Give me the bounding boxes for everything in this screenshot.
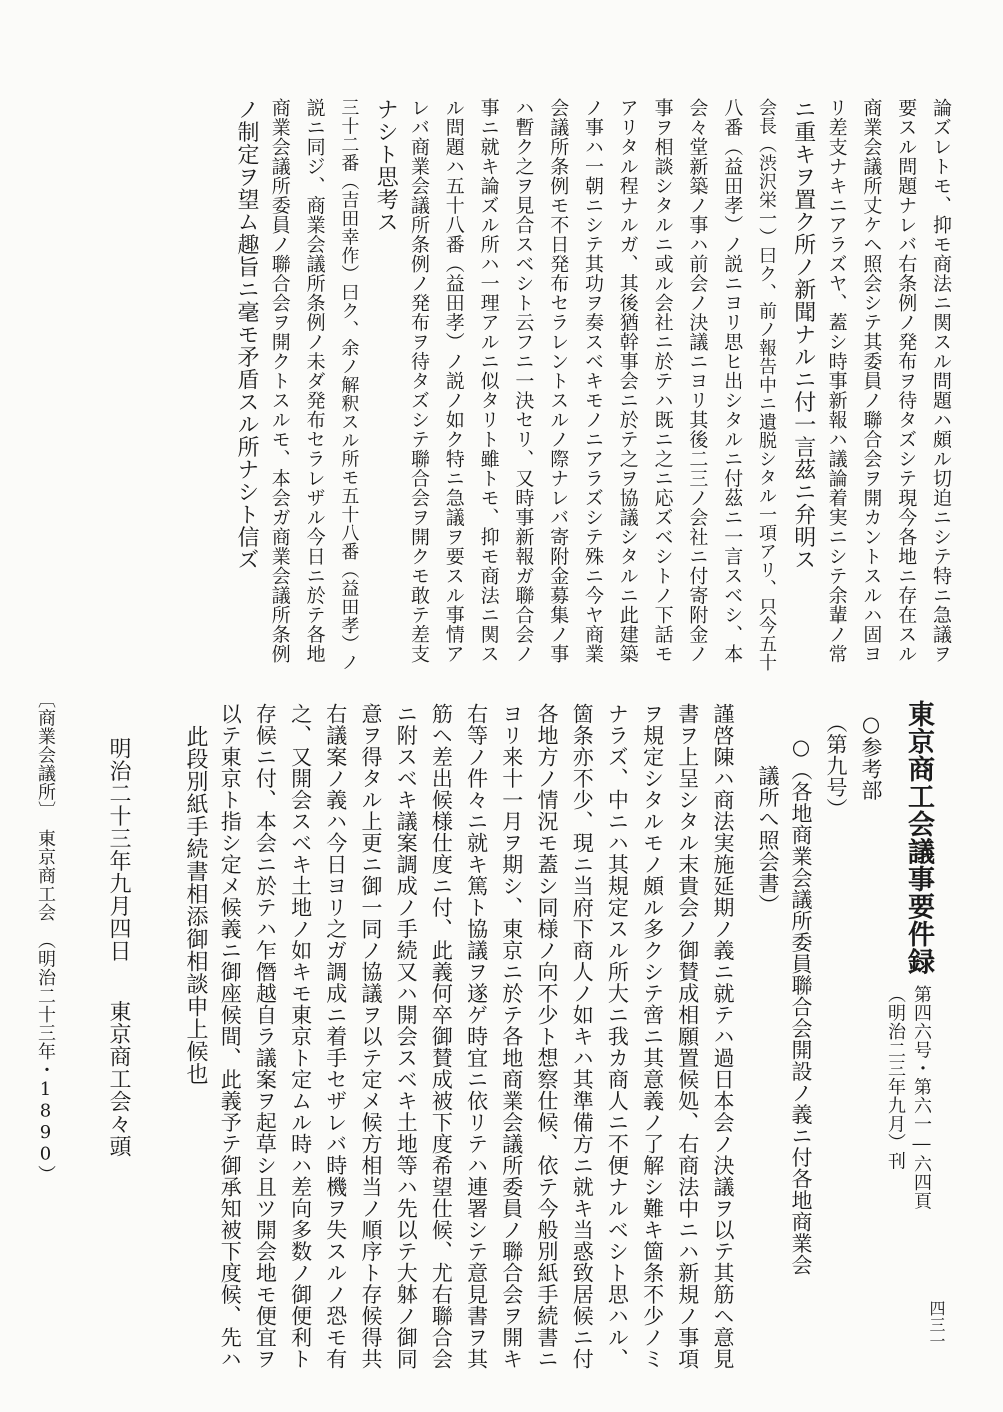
lower-text-column: 存候ニ付、本会ニ於テハ乍僭越自ラ議案ヲ起草シ且ツ開会地モ便宜ヲ xyxy=(253,703,278,1370)
lower-text-column: 之、又開会スベキ土地ノ如キモ東京ト定ムル時ハ差向多数ノ御便利ト xyxy=(288,703,313,1370)
lower-text-column: 右議案ノ義ハ今日ヨリ之ガ調成ニ着手セザレバ時機ヲ失スルノ恐モ有 xyxy=(323,703,348,1370)
upper-text-column: 商業会議所丈ケヘ照会シテ其委員ノ聯合会ヲ開カントスルハ固ヨ xyxy=(860,98,883,664)
upper-text-column: ニ重キヲ置ク所ノ新聞ナルニ付一言茲ニ弁明ス xyxy=(790,98,816,571)
upper-text-column: 八番（益田孝）ノ説ニヨリ思ヒ出シタルニ付茲ニ一言スベシ、本 xyxy=(721,98,744,664)
upper-text-column: 会々堂新築ノ事ハ前会ノ決議ニヨリ其後二三ノ会社ニ付寄附金ノ xyxy=(686,98,709,664)
lower-text-column: ナラズ、中ニハ其規定スル所大ニ我カ商人ニ不便ナルベシト思ハル、 xyxy=(605,703,630,1370)
lower-text-column: 筋ヘ差出候様仕度ニ付、此義何卒御賛成被下度希望仕候、尤右聯合会 xyxy=(429,703,454,1370)
lower-text-column: 書ヲ上呈シタル末貴会ノ御賛成相願置候処、右商法中ニハ新規ノ事項 xyxy=(675,703,700,1370)
issue-info-2: （明治二三年九月）刊 xyxy=(885,985,906,1170)
notice-title: ○（各地商業会議所委員聯合会開設ノ義ニ付各地商業会 xyxy=(789,735,813,1276)
running-head: 〔商業会議所〕 東京商工会 （明治二十三年・1890） xyxy=(35,690,56,1184)
upper-text-column: 論ズレトモ、抑モ商法ニ関スル問題ハ頗ル切迫ニシテ特ニ急議ヲ xyxy=(930,98,952,664)
number-label: （第九号） xyxy=(824,712,848,820)
upper-text-column: 三十二番（吉田幸作）曰ク、余ノ解釈スル所モ五十八番（益田孝）ノ xyxy=(338,98,360,672)
upper-text-column: 会長（渋沢栄一）曰ク、前ノ報告中ニ遺脱シタル一項アリ、只今五十 xyxy=(756,98,777,672)
lower-text-column: 右等ノ件々ニ就キ篤ト協議ヲ遂ゲ時宜ニ依リテハ連署シテ意見書ヲ其 xyxy=(464,703,489,1370)
notice-title-continued: 議所へ照会書） xyxy=(756,765,780,916)
lower-text-column: ヨリ来十一月ヲ期シ、東京ニ於テ各地商業会議所委員ノ聯合会ヲ開キ xyxy=(499,703,524,1370)
upper-text-column: 説ニ同ジ、商業会議所条例ノ未ダ発布セラレザル今日ニ於テ各地 xyxy=(303,98,326,664)
document-date: 明治二十三年九月四日 xyxy=(106,737,131,962)
lower-text-column: ヲ規定シタルモノ頗ル多クシテ啻ニ其意義ノ了解シ難キ箇条不少ノミ xyxy=(640,703,665,1370)
upper-text-column: 要スル問題ナレバ右条例ノ発布ヲ待タズシテ現今各地ニ存在スル xyxy=(895,98,918,664)
upper-text-column: レバ商業会議所条例ノ発布ヲ待タズシテ聯合会ヲ開クモ敢テ差支 xyxy=(408,98,430,664)
upper-text-column: ナシト思考ス xyxy=(373,98,399,233)
page-number: 四三一 xyxy=(927,1300,946,1350)
upper-text-column: ル問題ハ五十八番（益田孝）ノ説ノ如ク特ニ急議ヲ要スル事情ア xyxy=(442,98,465,664)
lower-text-column: 此段別紙手続書相添御相談申上候也 xyxy=(183,725,208,1085)
upper-text-column: ハ暫ク之ヲ見合スベシト云フニ一決セリ、又時事新報ガ聯合会ノ xyxy=(512,98,535,664)
upper-text-column: 商業会議所委員ノ聯合会ヲ開クトスルモ、本会ガ商業会議所条例 xyxy=(268,98,291,664)
upper-text-column: 会議所条例モ不日発布セラレントスルノ際ナレバ寄附金募集ノ事 xyxy=(547,98,570,664)
upper-text-column: リ差支ナキニアラズヤ、蓋シ時事新報ハ議論着実ニシテ余輩ノ常 xyxy=(825,98,848,664)
upper-text-column: 事ヲ相談シタルニ或ル会社ニ於テハ既ニ之ニ応ズベシトノ下話モ xyxy=(651,98,674,664)
signature: 東京商工会々頭 xyxy=(106,1000,131,1158)
upper-text-column: アリタル程ナルガ、其後猶幹事会ニ於テ之ヲ協議シタルニ此建築 xyxy=(616,98,639,664)
lower-text-column: 各地方ノ情況モ蓋シ同様ノ向不少ト想察仕候、依テ今般別紙手続書ニ xyxy=(535,703,559,1370)
lower-text-column: 意ヲ得タル上更ニ御一同ノ協議ヲ以テ定メ候方相当ノ順序ト存候得共 xyxy=(359,703,383,1370)
upper-text-column: 事ニ就キ論ズル所ハ一理アルニ似タリト雖トモ、抑モ商法ニ関ス xyxy=(477,98,500,664)
section-label: ○参考部 xyxy=(859,712,883,801)
upper-text-column: ノ事ハ一朝ニシテ其功ヲ奏スベキモノニアラズシテ殊ニ今ヤ商業 xyxy=(582,98,604,664)
issue-info-1: 第四六号・第六一―六四頁 xyxy=(911,985,932,1210)
lower-text-column: ニ附スベキ議案調成ノ手続又ハ開会スベキ土地等ハ先以テ大躰ノ御同 xyxy=(394,703,419,1370)
lower-text-column: 謹啓陳ハ商法実施延期ノ義ニ就テハ過日本会ノ決議ヲ以テ其筋ヘ意見 xyxy=(711,703,735,1370)
lower-text-column: 箇条亦不少、現ニ当府下商人ノ如キハ其準備方ニ就キ当惑致居候ニ付 xyxy=(570,703,595,1370)
document-title: 東京商工会議事要件録 xyxy=(903,700,934,975)
lower-text-column: 以テ東京ト指シ定メ候義ニ御座候間、此義予テ御承知被下度候、先ハ xyxy=(218,703,243,1370)
upper-text-column: ノ制定ヲ望ム趣旨ニ毫モ矛盾スル所ナシト信ズ xyxy=(234,98,259,571)
